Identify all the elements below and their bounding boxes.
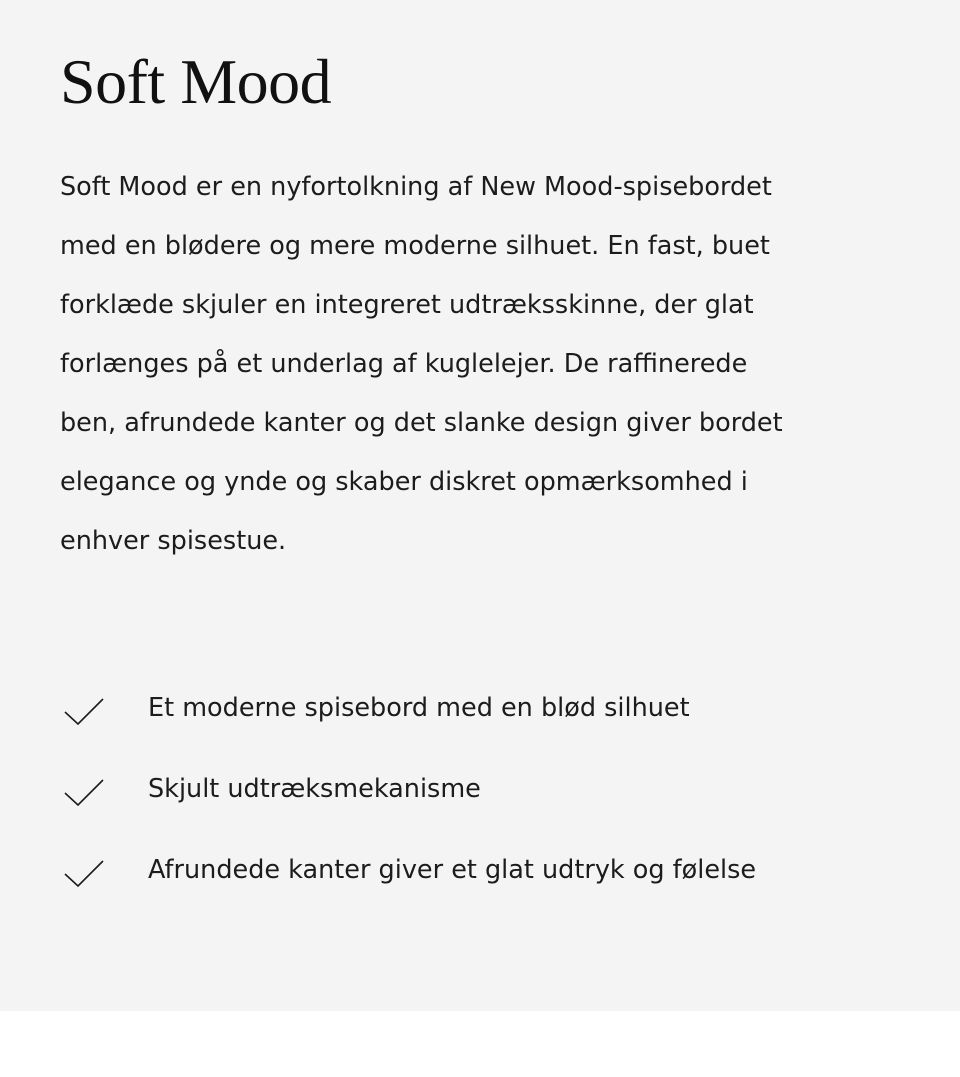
description-line: elegance og ynde og skaber diskret opmærksomhed i xyxy=(60,467,748,497)
description-line: forklæde skjuler en integreret udtræksskinne, der glat xyxy=(60,290,754,320)
product-description xyxy=(60,158,920,571)
description-line: enhver spisestue. xyxy=(60,526,287,556)
description-line: Soft Mood er en nyfortolkning af New Mood-spisebordet xyxy=(60,172,772,202)
description-line: ben, afrundede kanter og det slanke design giver bordet xyxy=(60,408,783,438)
description-line: med en blødere og mere moderne silhuet. En fast, buet xyxy=(60,231,770,261)
description-line: forlænges på et underlag af kuglelejer. De raffinerede xyxy=(60,349,748,379)
checkmark-icon xyxy=(63,778,105,810)
product-title: Soft Mood xyxy=(60,46,332,117)
feature-label: Skjult udtræksmekanisme xyxy=(148,774,481,804)
feature-label: Afrundede kanter giver et glat udtryk og følelse xyxy=(148,855,757,885)
checkmark-icon xyxy=(63,859,105,891)
checkmark-icon xyxy=(63,697,105,729)
feature-label: Et moderne spisebord med en blød silhuet xyxy=(148,693,690,723)
